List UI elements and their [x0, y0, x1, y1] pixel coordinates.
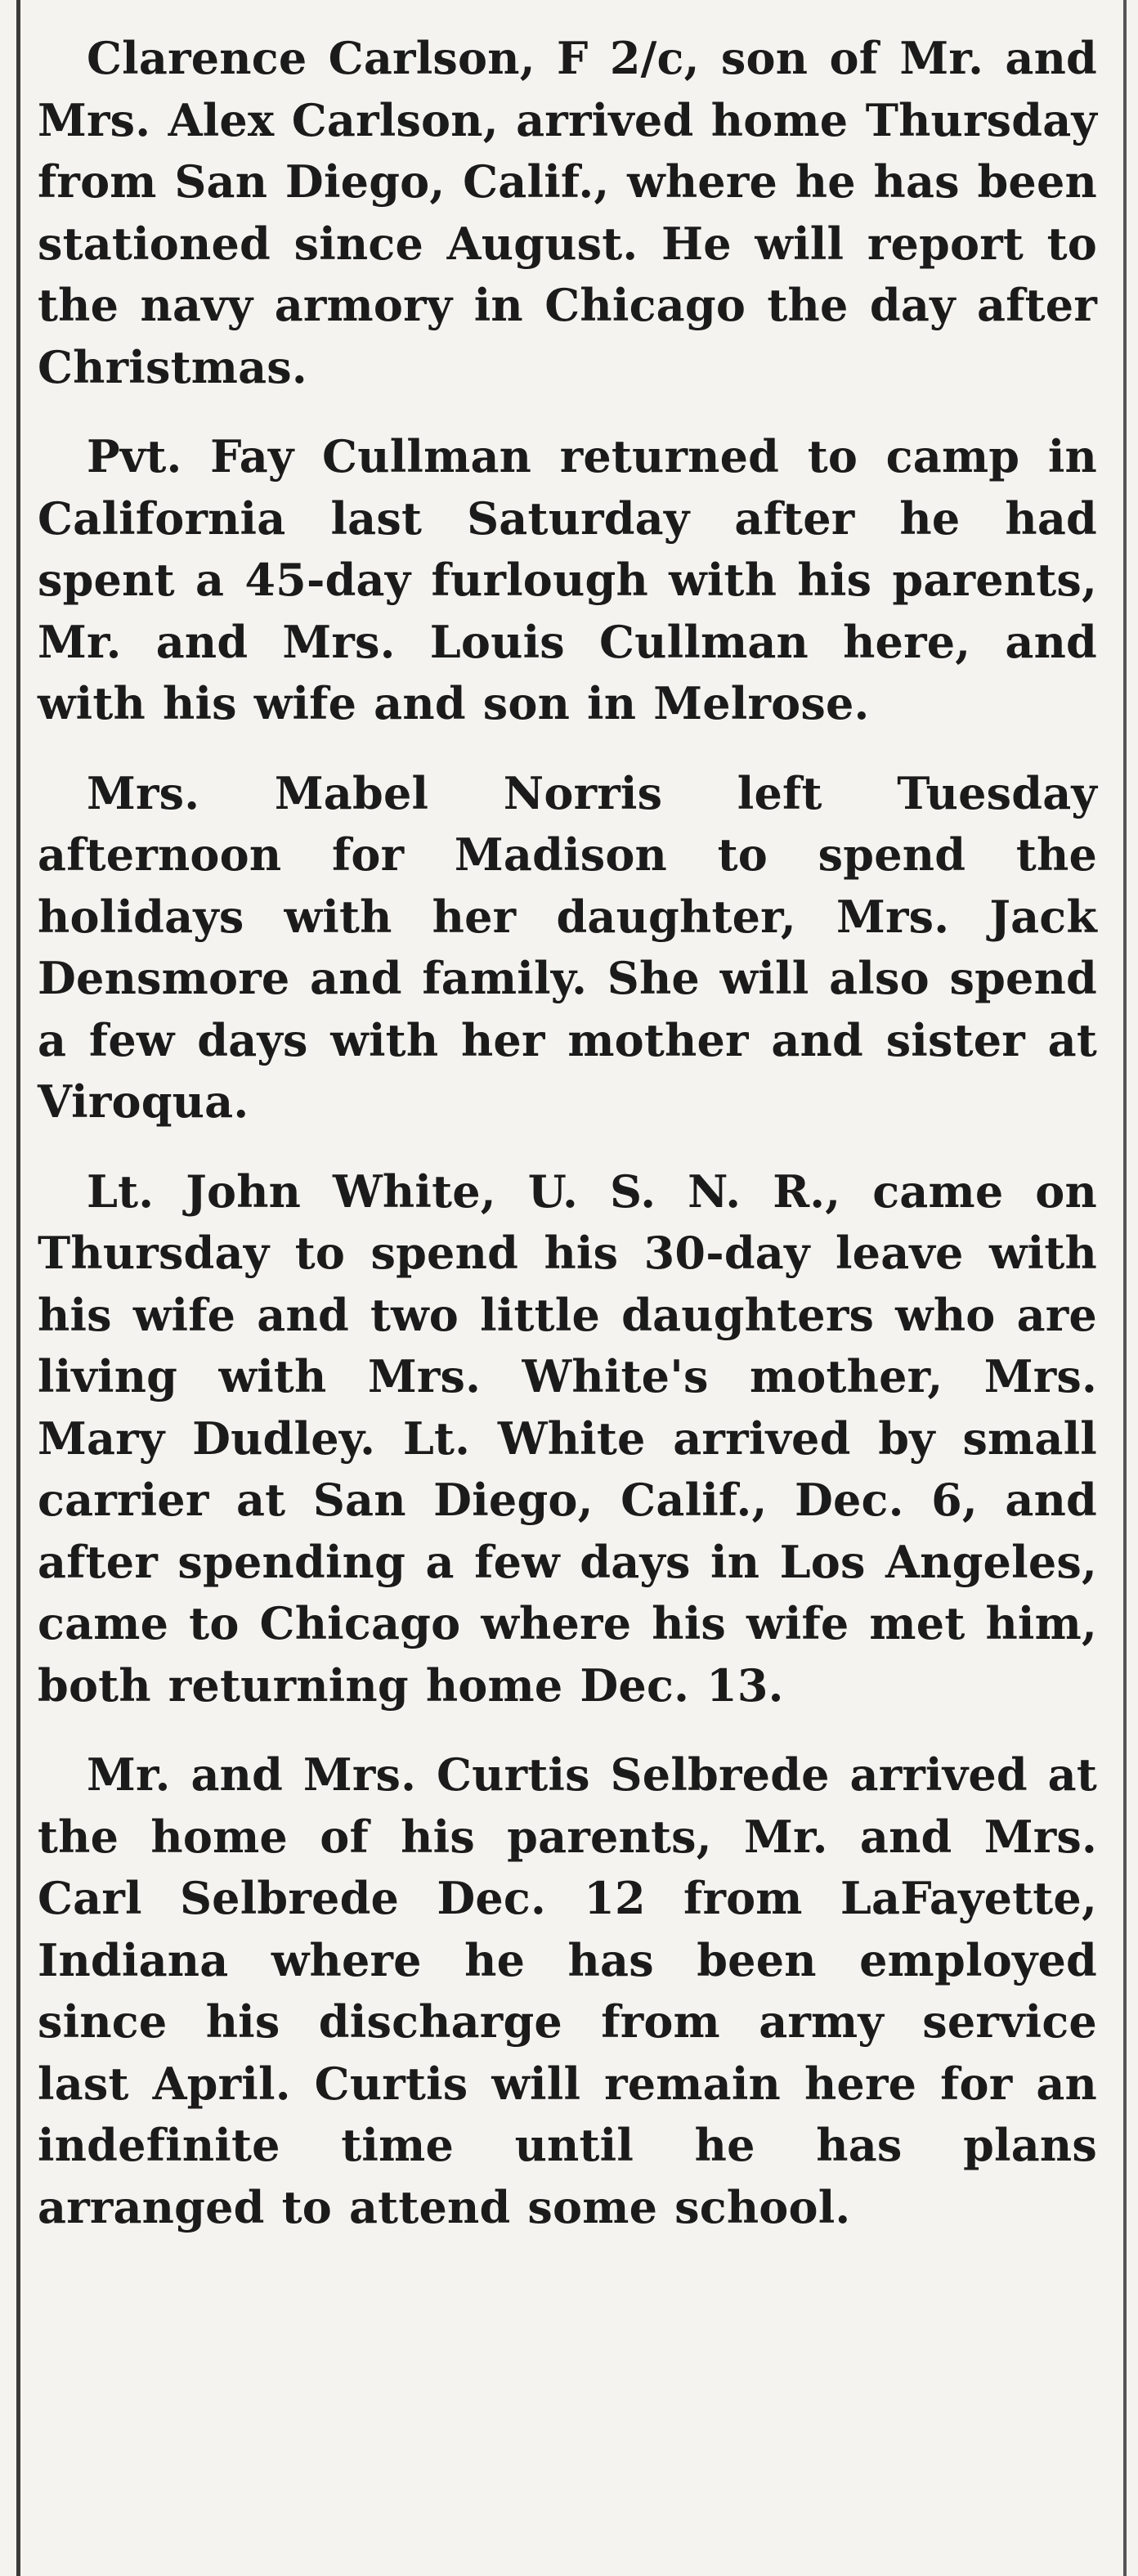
news-item-norris: Mrs. Mabel Norris left Tuesday afternoon for Madison to spend the holidays with her daughter, Mrs. Jack Densmore and family. She will also spend a few days with her mother and sister at Viroqua.: [38, 766, 1097, 1128]
news-item-cullman: Pvt. Fay Cullman returned to camp in California last Saturday after he had spent a 45-day furlough with his parents, Mr. and Mrs. Louis Cullman here, and with his wife and son in Melrose.: [38, 430, 1097, 729]
column-rule-left: [16, 0, 20, 2576]
news-item-carlson: Clarence Carlson, F 2/c, son of Mr. and Mrs. Alex Carlson, arrived home Thursday from San Diego, Calif., where he has been stationed since August. He will report to the navy armory in Chicago the day after Christmas.: [38, 32, 1097, 393]
news-item-white: Lt. John White, U. S. N. R., came on Thursday to spend his 30-day leave with his wife and two little daughters who are living with Mrs. White's mother, Mrs. Mary Dudley. Lt. White arrived by small carrier at San Diego, Calif., Dec. 6, and after spending a few days in Los Angeles, came to Chicago where his wife met him, both returning home Dec. 13.: [38, 1165, 1097, 1712]
news-column: [38, 28, 1097, 2238]
column-rule-right: [1123, 0, 1127, 2576]
news-item-selbrede: Mr. and Mrs. Curtis Selbrede arrived at the home of his parents, Mr. and Mrs. Carl Selbrede Dec. 12 from LaFayette, Indiana where he has been employed since his discharge from army service last April. Curtis will remain here for an indefinite time until he has plans arranged to attend some school.: [38, 1748, 1097, 2233]
